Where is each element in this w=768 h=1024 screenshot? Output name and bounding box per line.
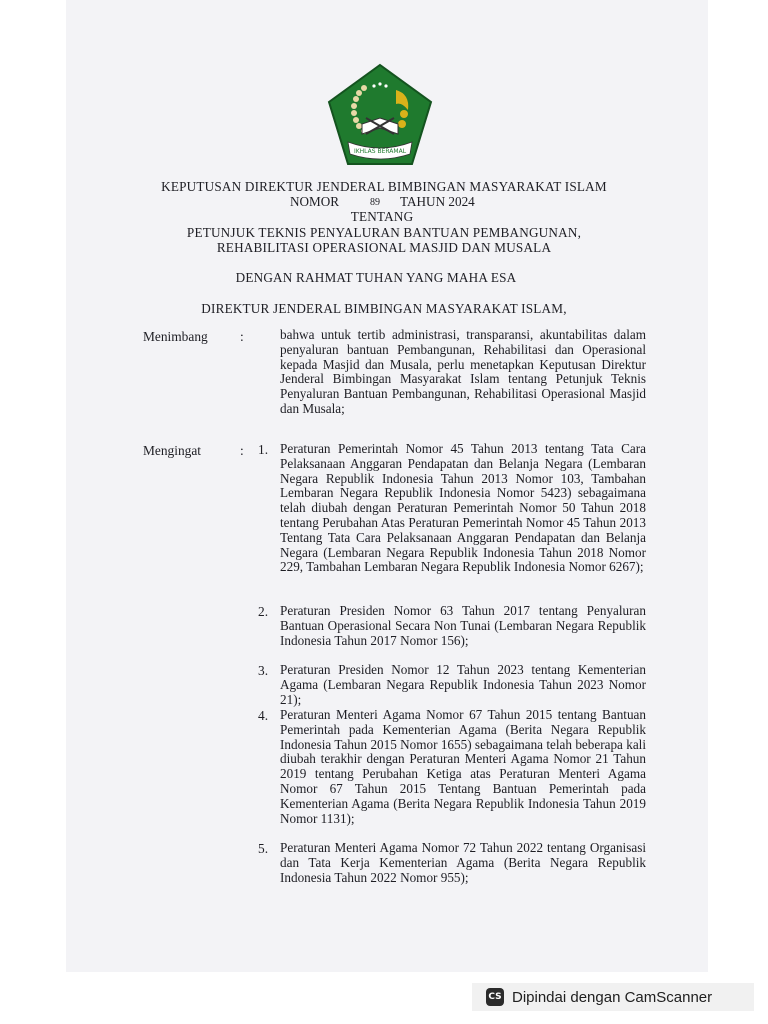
list-item-number: 5. [258, 841, 269, 856]
list-item-number: 4. [258, 708, 269, 723]
list-item-number: 1. [258, 442, 269, 457]
list-item: Peraturan Menteri Agama Nomor 67 Tahun 2015 tentang Bantuan Pemerintah pada Kementerian Agama (Berita Negara Republik Indonesia Tahun 2015 Nomor 1655) sebagaimana telah beberapa kali diubah terakhir dengan Peraturan Menteri Agama Nomor 21 Tahun 2019 tentang Perubahan Ketiga atas Peraturan Menteri Agama Nomor 67 Tahun 2015 Tentang Bantuan Pemerintah pada Kementerian Agama (Berita Negara Republik Indonesia Tahun 2019 Nomor 1131); [280, 707, 646, 826]
subject-line-1: PETUNJUK TEKNIS PENYALURAN BANTUAN PEMBANGUNAN, [186, 225, 582, 240]
menimbang-text: bahwa untuk tertib administrasi, transparansi, akuntabilitas dalam penyaluran bantuan Pembangunan, Rehabilitasi dan Operasional kepada Masjid dan Musala, perlu menetapkan Keputusan Direktur Jenderal Bimbingan Masyarakat Islam tentang Petunjuk Teknis Penyaluran Bantuan Pembangunan, Rehabilitasi Operasional Masjid dan Musala; [280, 327, 646, 416]
mengingat-label: Mengingat [143, 443, 202, 458]
camscanner-icon: CS [486, 988, 504, 1006]
list-item-number: 2. [258, 604, 269, 619]
list-item: Peraturan Pemerintah Nomor 45 Tahun 2013 tentang Tata Cara Pelaksanaan Anggaran Pendapatan dan Belanja Negara (Lembaran Negara Republik Indonesia Tahun 2013 Nomor 103, Tambahan Lembaran Negara Republik Indonesia Nomor 5423) sebagaimana telah diubah dengan Peraturan Pemerintah Nomor 50 Tahun 2018 tentang Perubahan Atas Peraturan Pemerintah Nomor 45 Tahun 2013 Tentang Tata Cara Pelaksanaan Anggaran Pendapatan dan Belanja Negara (Lembaran Negara Republik Indonesia Tahun 2018 Nomor 229, Tambahan Lembaran Negara Republik Indonesia Nomor 6267); [280, 441, 646, 575]
nomor-label: NOMOR [290, 194, 340, 209]
rahmat-line: DENGAN RAHMAT TUHAN YANG MAHA ESA [235, 270, 517, 285]
mengingat-colon: : [240, 443, 244, 458]
nomor-value: 89 [370, 197, 380, 208]
subject-line-2: REHABILITASI OPERASIONAL MASJID DAN MUSALA [216, 240, 552, 255]
list-item: Peraturan Presiden Nomor 12 Tahun 2023 tentang Kementerian Agama (Lembaran Negara Republik Indonesia Tahun 2023 Nomor 21); [280, 662, 646, 707]
decree-title: KEPUTUSAN DIREKTUR JENDERAL BIMBINGAN MASYARAKAT ISLAM [161, 179, 607, 194]
tahun-label: TAHUN 2024 [400, 194, 475, 209]
list-item-number: 3. [258, 663, 269, 678]
menimbang-colon: : [240, 329, 244, 344]
camscanner-text: Dipindai dengan CamScanner [512, 988, 713, 1006]
list-item: Peraturan Presiden Nomor 63 Tahun 2017 tentang Penyaluran Bantuan Operasional Secara Non Tunai (Lembaran Negara Republik Indonesia Tahun 2017 Nomor 156); [280, 603, 646, 648]
kementerian-agama-logo [326, 62, 434, 170]
director-line: DIREKTUR JENDERAL BIMBINGAN MASYARAKAT ISLAM, [201, 301, 567, 316]
logo-motto: IKHLAS BERAMAL [353, 148, 407, 155]
tentang-label: TENTANG [350, 209, 414, 224]
menimbang-label: Menimbang [143, 329, 208, 344]
list-item: Peraturan Menteri Agama Nomor 72 Tahun 2022 tentang Organisasi dan Tata Kerja Kementerian Agama (Berita Negara Republik Indonesia Tahun 2022 Nomor 955); [280, 840, 646, 885]
camscanner-watermark [472, 983, 754, 1011]
